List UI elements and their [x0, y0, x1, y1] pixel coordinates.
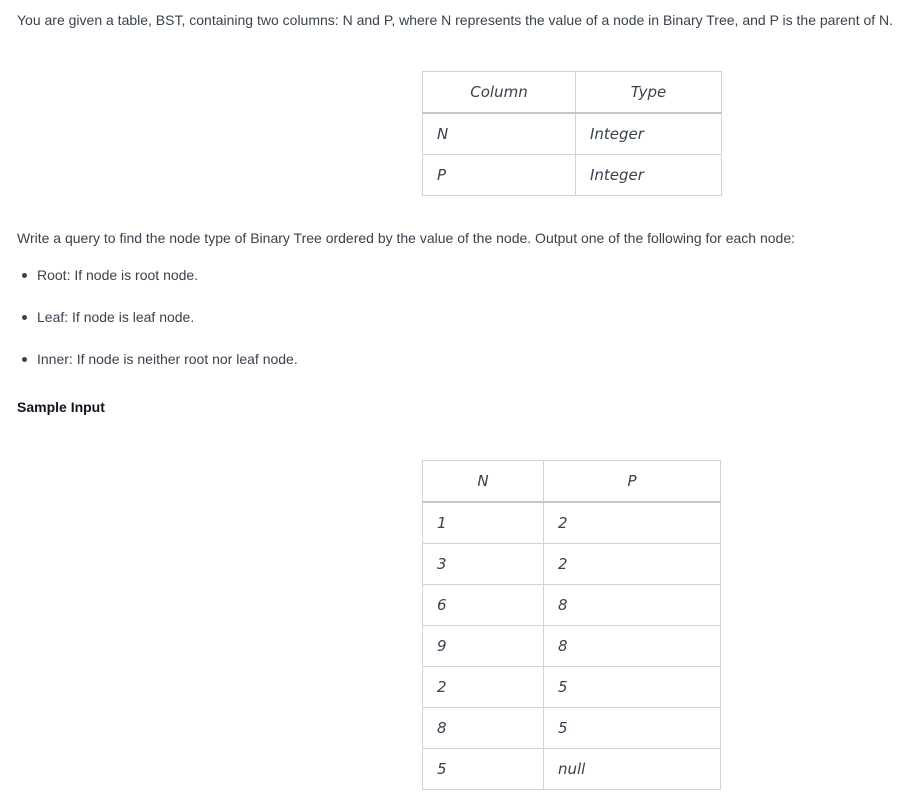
schema-header-column: Column: [423, 72, 576, 114]
table-cell: P: [423, 155, 576, 196]
sample-table: [422, 460, 721, 790]
table-cell: 9: [423, 626, 544, 667]
sample-header-row: [423, 461, 721, 503]
bullet-dot-icon: [22, 315, 27, 320]
schema-header-row: [423, 72, 722, 114]
table-cell: 5: [544, 708, 721, 749]
sample-header-p: P: [544, 461, 721, 503]
table-cell: 2: [544, 544, 721, 585]
table-cell: 2: [544, 502, 721, 544]
bullet-text: Root: If node is root node.: [37, 267, 199, 283]
schema-table: [422, 71, 722, 196]
bullet-text: Inner: If node is neither root nor leaf node.: [37, 351, 298, 367]
table-cell: 1: [423, 502, 544, 544]
sample-input-heading: Sample Input: [17, 399, 105, 415]
bullet-dot-icon: [22, 273, 27, 278]
table-cell: 2: [423, 667, 544, 708]
table-cell: Integer: [576, 155, 722, 196]
table-cell: null: [544, 749, 721, 790]
table-cell: 6: [423, 585, 544, 626]
bullet-leaf: [22, 308, 194, 326]
table-row: [423, 155, 722, 196]
table-cell: 3: [423, 544, 544, 585]
table-row: [423, 544, 721, 585]
table-row: [423, 502, 721, 544]
bullet-dot-icon: [22, 357, 27, 362]
table-row: [423, 708, 721, 749]
table-row: [423, 113, 722, 155]
table-cell: Integer: [576, 113, 722, 155]
intro-text: You are given a table, BST, containing two columns: N and P, where N represents the value of a node in Binary Tree, and P is the parent of N.: [17, 12, 894, 28]
table-row: [423, 749, 721, 790]
table-cell: 5: [544, 667, 721, 708]
table-cell: 5: [423, 749, 544, 790]
bullet-text: Leaf: If node is leaf node.: [37, 309, 195, 325]
table-row: [423, 585, 721, 626]
table-cell: 8: [423, 708, 544, 749]
table-cell: 8: [544, 585, 721, 626]
sample-header-n: N: [423, 461, 544, 503]
table-cell: 8: [544, 626, 721, 667]
table-row: [423, 626, 721, 667]
table-cell: N: [423, 113, 576, 155]
bullet-root: [22, 266, 198, 284]
instruction-text: Write a query to find the node type of Binary Tree ordered by the value of the node. Output one of the following for each node:: [17, 230, 796, 246]
bullet-inner: [22, 350, 298, 368]
table-row: [423, 667, 721, 708]
schema-header-type: Type: [576, 72, 722, 114]
